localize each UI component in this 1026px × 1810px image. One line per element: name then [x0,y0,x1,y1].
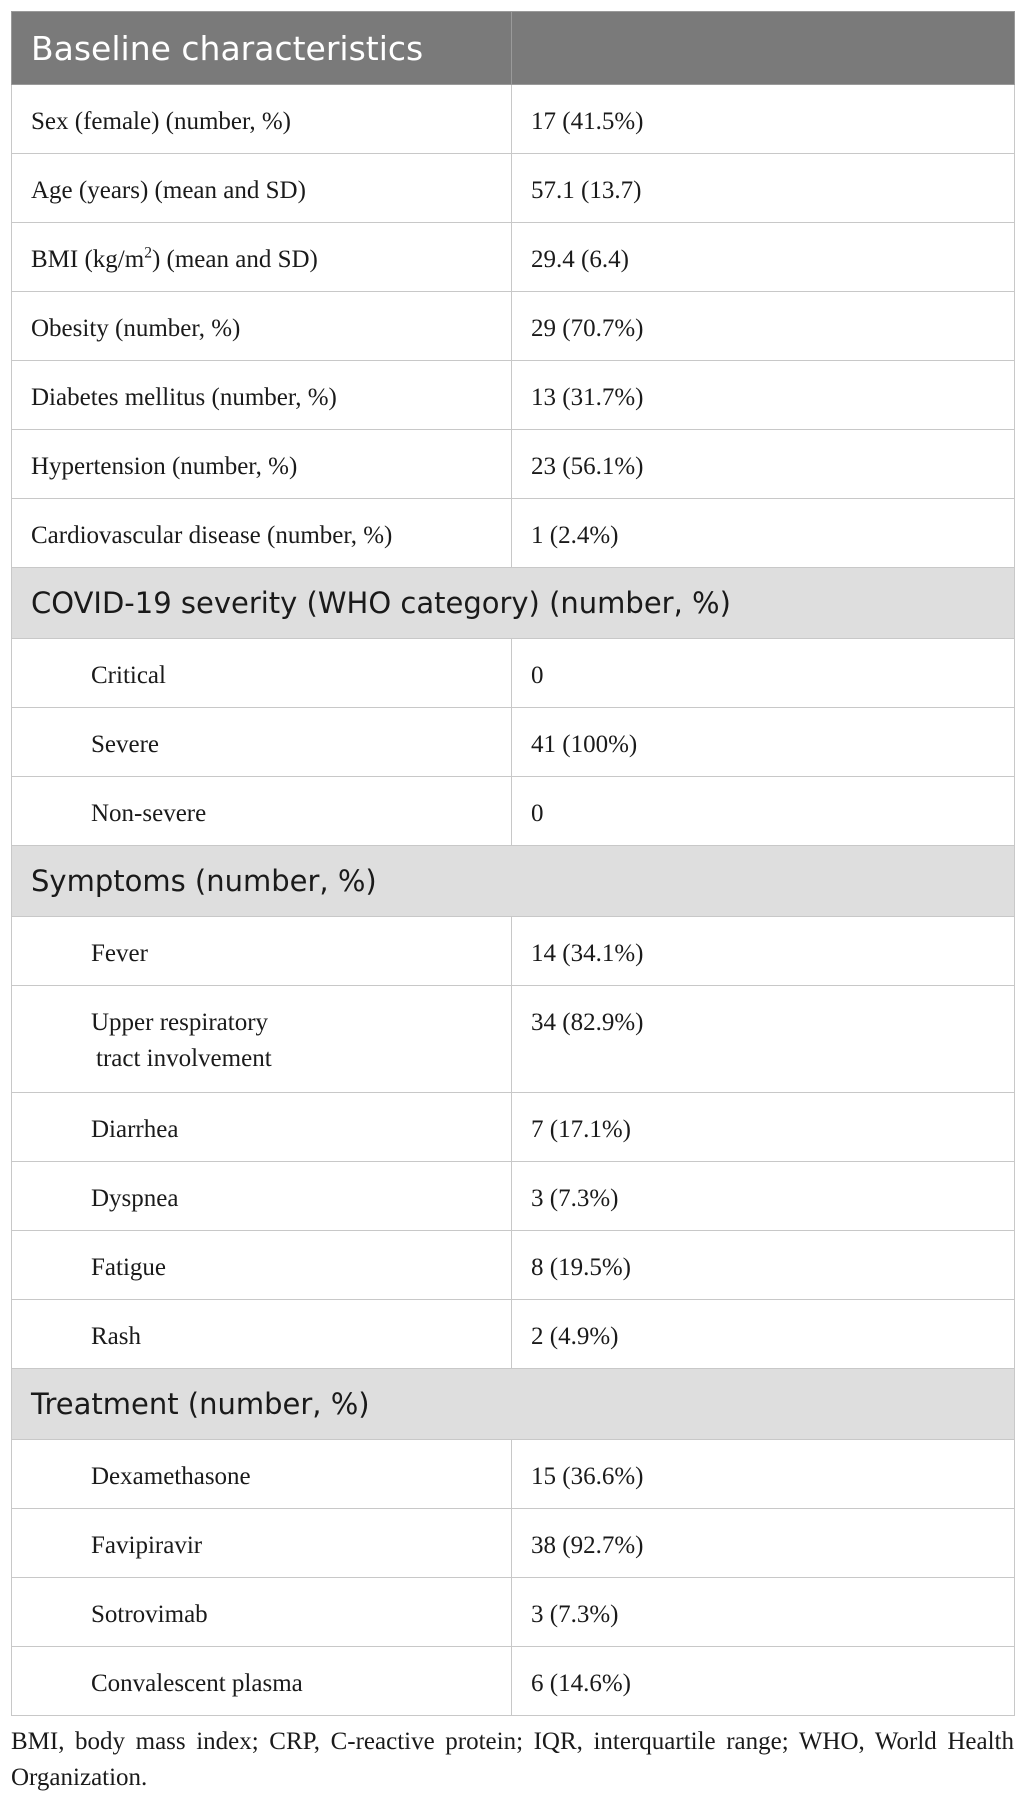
row-label-line-1: Upper respiratory [91,1009,269,1036]
row-label: Sotrovimab [12,1578,512,1647]
header-value [512,12,1015,85]
row-label: Obesity (number, %) [12,292,512,361]
table-row-upper-respiratory [12,986,1015,1093]
row-label [12,986,512,1093]
row-label [12,223,512,292]
row-value: 17 (41.5%) [512,85,1015,154]
table-row-non-severe [12,777,1015,846]
bmi-label-superscript: 2 [144,244,152,262]
table-row-diabetes [12,361,1015,430]
table-row-age [12,154,1015,223]
row-value: 34 (82.9%) [512,986,1015,1093]
baseline-characteristics-table [11,11,1015,1716]
row-label: Dexamethasone [12,1440,512,1509]
row-value: 0 [512,777,1015,846]
row-value: 7 (17.1%) [512,1093,1015,1162]
table-row-dyspnea [12,1162,1015,1231]
row-value: 57.1 (13.7) [512,154,1015,223]
table-footnote: BMI, body mass index; CRP, C-reactive protein; IQR, interquartile range; WHO, World Health Organization. [11,1728,1014,1792]
row-label: Rash [12,1300,512,1369]
table-row-critical [12,639,1015,708]
row-label: Sex (female) (number, %) [12,85,512,154]
row-label: Dyspnea [12,1162,512,1231]
table-row-fatigue [12,1231,1015,1300]
row-label: Fatigue [12,1231,512,1300]
table-row-sotrovimab [12,1578,1015,1647]
row-label: Diarrhea [12,1093,512,1162]
table-row-favipiravir [12,1509,1015,1578]
row-value: 1 (2.4%) [512,499,1015,568]
row-value: 23 (56.1%) [512,430,1015,499]
row-value: 38 (92.7%) [512,1509,1015,1578]
section-title: Treatment (number, %) [12,1369,1015,1440]
table-header-row [12,12,1015,85]
header-title: Baseline characteristics [12,12,512,85]
row-label: Convalescent plasma [12,1647,512,1716]
row-value: 29.4 (6.4) [512,223,1015,292]
row-value: 41 (100%) [512,708,1015,777]
row-value: 0 [512,639,1015,708]
row-label: Fever [12,917,512,986]
row-value: 8 (19.5%) [512,1231,1015,1300]
row-label-line-2: tract involvement [96,1045,272,1073]
table-row-fever [12,917,1015,986]
document-page [11,11,1014,1797]
row-value: 29 (70.7%) [512,292,1015,361]
row-value: 15 (36.6%) [512,1440,1015,1509]
section-treatment [12,1369,1015,1440]
table-row-convalescent-plasma [12,1647,1015,1716]
table-row-obesity [12,292,1015,361]
row-value: 6 (14.6%) [512,1647,1015,1716]
table-row-bmi [12,223,1015,292]
table-row-severe [12,708,1015,777]
row-label: Diabetes mellitus (number, %) [12,361,512,430]
section-title: COVID-19 severity (WHO category) (number, %) [12,568,1015,639]
table-row-rash [12,1300,1015,1369]
row-label: Non-severe [12,777,512,846]
table-row-hypertension [12,430,1015,499]
row-value: 3 (7.3%) [512,1578,1015,1647]
row-label: Hypertension (number, %) [12,430,512,499]
bmi-label-end: ) (mean and SD) [151,246,318,273]
row-label: Severe [12,708,512,777]
section-title: Symptoms (number, %) [12,846,1015,917]
row-label: Critical [12,639,512,708]
section-symptoms [12,846,1015,917]
table-row-dexamethasone [12,1440,1015,1509]
row-value: 2 (4.9%) [512,1300,1015,1369]
table-row-cardiovascular [12,499,1015,568]
section-severity [12,568,1015,639]
table-row-sex [12,85,1015,154]
row-label: Cardiovascular disease (number, %) [12,499,512,568]
table-row-diarrhea [12,1093,1015,1162]
row-value: 3 (7.3%) [512,1162,1015,1231]
row-label: Favipiravir [12,1509,512,1578]
row-value: 13 (31.7%) [512,361,1015,430]
row-label: Age (years) (mean and SD) [12,154,512,223]
row-value: 14 (34.1%) [512,917,1015,986]
bmi-label-start: BMI (kg/m [31,246,145,273]
